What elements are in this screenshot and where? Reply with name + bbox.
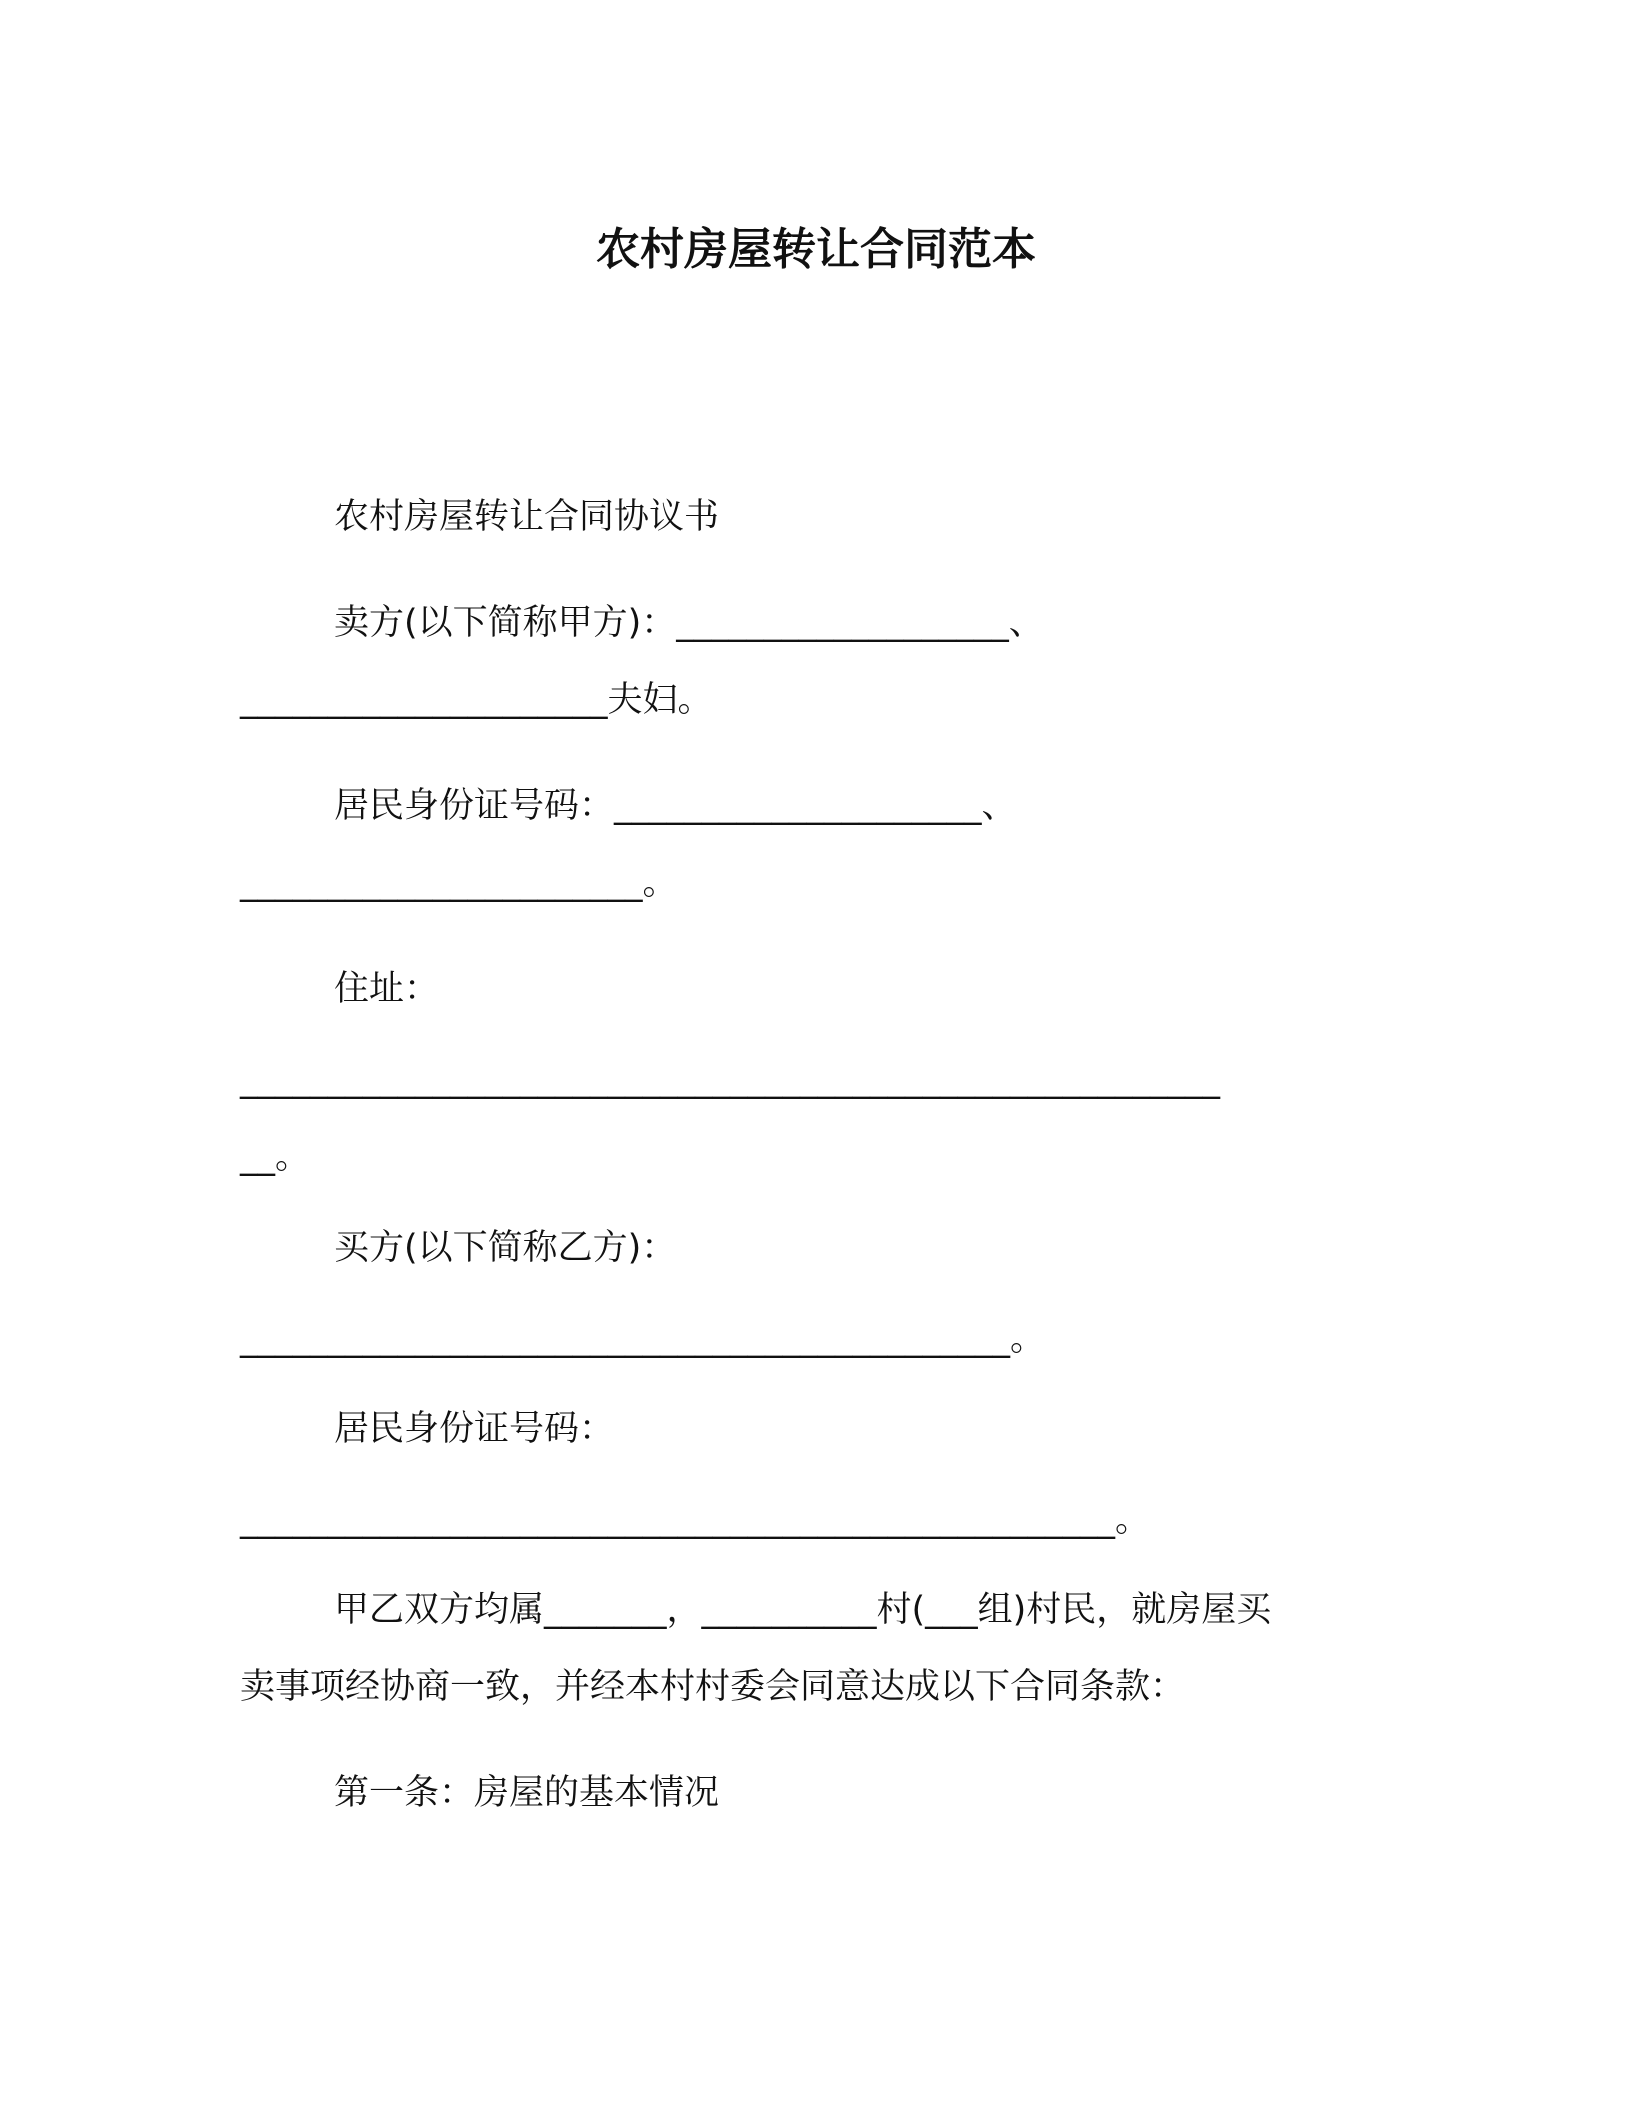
seller-line-1: 卖方(以下简称甲方)：___________________、 bbox=[334, 603, 1044, 643]
document-title: 农村房屋转让合同范本 bbox=[596, 224, 1036, 275]
seller-id-line-2: _______________________。 bbox=[240, 863, 678, 903]
agreement-line-2: 卖事项经协商一致，并经本村村委会同意达成以下合同条款： bbox=[240, 1667, 1186, 1707]
document-subtitle: 农村房屋转让合同协议书 bbox=[334, 497, 720, 537]
seller-address-line-2: __。 bbox=[240, 1137, 311, 1177]
seller-line-2: _____________________夫妇。 bbox=[240, 680, 713, 720]
buyer-label: 买方(以下简称乙方)： bbox=[334, 1228, 677, 1268]
seller-address-label: 住址： bbox=[334, 969, 440, 1009]
agreement-line-1: 甲乙双方均属_______，__________村(___组)村民，就房屋买 bbox=[334, 1590, 1272, 1630]
seller-address-line-1: ________________________________________________________ bbox=[240, 1060, 1220, 1100]
buyer-line: ____________________________________________。 bbox=[240, 1319, 1046, 1359]
article-1-heading: 第一条：房屋的基本情况 bbox=[334, 1773, 720, 1813]
buyer-id-label: 居民身份证号码： bbox=[334, 1409, 615, 1449]
buyer-id-line: __________________________________________________。 bbox=[240, 1500, 1151, 1540]
seller-id-line-1: 居民身份证号码：_____________________、 bbox=[334, 786, 1017, 826]
